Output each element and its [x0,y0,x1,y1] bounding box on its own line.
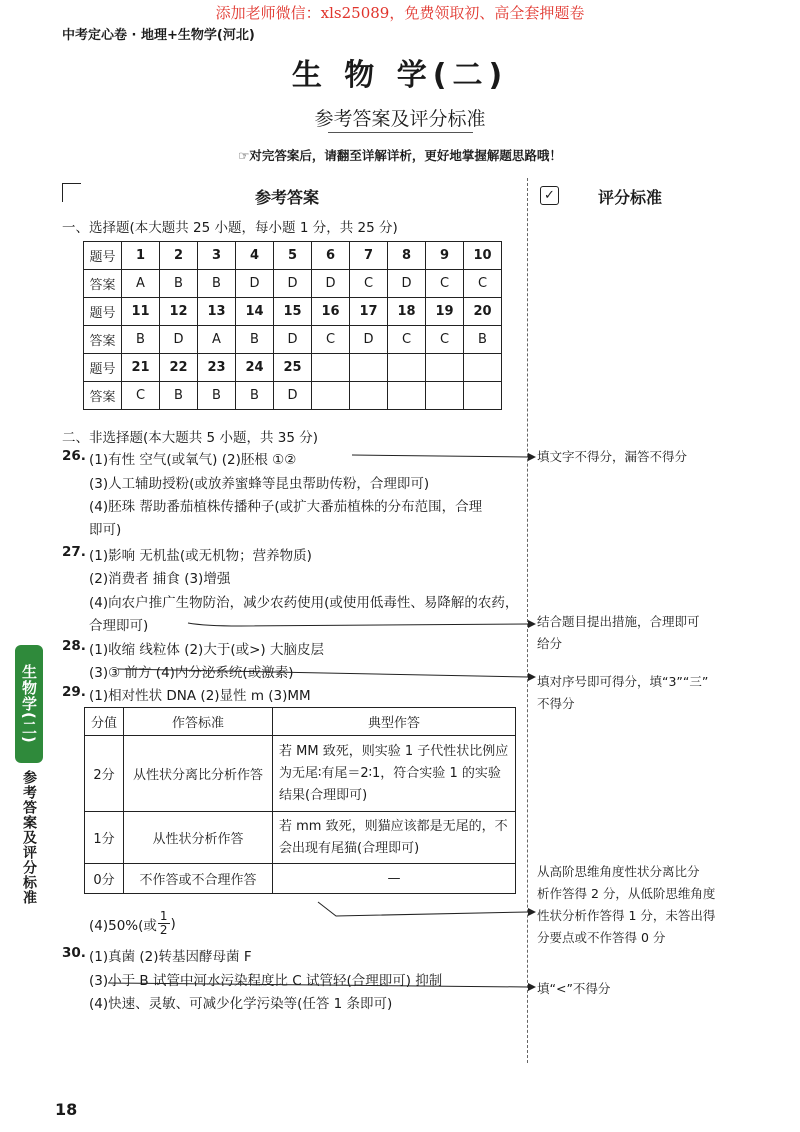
column-head-scoring: 评分标准 [598,188,663,207]
table-cell: D [160,326,198,354]
fraction-denominator: 2 [159,923,168,937]
score-cell: 2分 [85,736,124,812]
side-tab: 生物学(二) [15,645,43,763]
arrow-icon [528,673,536,681]
table-cell: D [350,326,388,354]
fraction-suffix: ) [170,915,176,932]
table-cell: B [198,382,236,410]
section-choice-heading: 一、选择题(本大题共 25 小题，每小题 1 分，共 25 分) [62,220,398,236]
table-cell: B [236,382,274,410]
table-cell: B [122,326,160,354]
question-number: 28. [62,638,86,654]
table-cell: 20 [464,298,502,326]
connector-line [108,983,528,987]
table-cell: D [388,270,426,298]
answer-line: (1)相对性状 DNA (2)显性 m (3)MM [89,688,311,704]
arrow-icon [528,620,536,628]
table-cell: 8 [388,242,426,270]
standard-cell: 从性状分离比分析作答 [124,736,273,812]
scoring-note: 填“<”不得分 [537,981,611,996]
answer-line: (1)真菌 (2)转基因酵母菌 F [89,949,252,965]
table-cell: 12 [160,298,198,326]
table-cell: C [350,270,388,298]
answer-line: (2)消费者 捕食 (3)增强 [89,571,231,587]
note-line: 从高阶思维角度性状分离比分 [537,864,700,879]
table-cell: 25 [274,354,312,382]
answer-line: 即可) [89,522,122,538]
table-cell: A [122,270,160,298]
connector-line [318,902,528,916]
column-head-answers: 参考答案 [255,188,320,207]
tip-text: ☞对完答案后，请翻至详解详析，更好地掌握解题思路哦！ [238,148,562,163]
table-cell: C [426,326,464,354]
note-line: 析作答得 2 分，从低阶思维角度 [537,886,716,901]
table-cell: 9 [426,242,464,270]
table-cell: A [198,326,236,354]
note-line: 不得分 [537,696,575,711]
table-cell: C [388,326,426,354]
question-number: 27. [62,544,86,560]
table-cell: 5 [274,242,312,270]
table-cell: 1 [122,242,160,270]
answer-line: (1)影响 无机盐(或无机物；营养物质) [89,548,312,564]
fraction-numerator: 1 [159,909,168,923]
arrow-icon [528,908,536,916]
table-cell: 19 [426,298,464,326]
table-cell: B [464,326,502,354]
note-line: 结合题目提出措施，合理即可 [537,614,700,629]
table-cell: 22 [160,354,198,382]
answer-line: (3)③ 前方 (4)内分泌系统(或激素) [89,665,294,681]
table-cell: 2 [160,242,198,270]
answer-line: (1)有性 空气(或氧气) (2)胚根 ①② [89,452,297,468]
table-cell: 17 [350,298,388,326]
table-cell: D [236,270,274,298]
th-score: 分值 [85,708,124,736]
table-cell: 3 [198,242,236,270]
table-cell: 6 [312,242,350,270]
table-cell: C [312,326,350,354]
row-label: 题号 [84,242,122,270]
note-line: 性状分析作答得 1 分，未答出得 [537,908,716,923]
table-cell: 24 [236,354,274,382]
answer-line: (3)人工辅助授粉(或放养蜜蜂等昆虫帮助传粉，合理即可) [89,476,430,492]
note-line: 填对序号即可得分，填“3”“三” [537,674,709,689]
table-cell: D [274,270,312,298]
question-number: 29. [62,684,86,700]
table-cell: B [160,382,198,410]
connector-line [352,455,528,457]
table-cell: 11 [122,298,160,326]
table-cell: C [464,270,502,298]
note-line: 分要点或不作答得 0 分 [537,930,666,945]
page-subtitle: 参考答案及评分标准 [314,108,486,130]
row-label: 答案 [84,326,122,354]
score-cell: 0分 [85,864,124,894]
side-label: 参考答案及评分标准 [21,770,37,905]
arrow-icon [528,983,536,991]
scoring-note: 填文字不得分，漏答不得分 [537,449,688,464]
answer-line: 合理即可) [89,618,149,634]
row-label: 题号 [84,298,122,326]
answer-line: (4)快速、灵敏、可减少化学污染等(任答 1 条即可) [89,996,393,1012]
table-cell: 21 [122,354,160,382]
table-cell: 15 [274,298,312,326]
page-title: 生 物 学(二) [291,58,509,93]
table-cell: B [198,270,236,298]
row-label: 答案 [84,270,122,298]
score-cell: 1分 [85,812,124,864]
answer-line: (1)收缩 线粒体 (2)大于(或>) 大脑皮层 [89,642,324,658]
table-cell: D [312,270,350,298]
watermark-banner: 添加老师微信：xls25089，免费领取初、高全套押题卷 [215,4,585,22]
table-cell: 13 [198,298,236,326]
page-number: 18 [55,1100,78,1119]
table-cell: B [236,326,274,354]
th-example: 典型作答 [273,708,516,736]
example-cell: 若 mm 致死，则猫应该都是无尾的，不会出现有尾猫(合理即可) [273,812,516,864]
section-open-heading: 二、非选择题(本大题共 5 小题，共 35 分) [62,430,318,446]
table-cell: C [426,270,464,298]
table-cell: 4 [236,242,274,270]
checkbox-icon: ✓ [540,186,559,205]
connector-line [188,623,528,626]
standard-cell: 从性状分析作答 [124,812,273,864]
answer-line: (4)胚珠 帮助番茄植株传播种子(或扩大番茄植株的分布范围，合理 [89,499,483,515]
row-label: 答案 [84,382,122,410]
connector-line [118,669,528,677]
th-standard: 作答标准 [124,708,273,736]
table-cell: B [160,270,198,298]
table-cell: 23 [198,354,236,382]
answer-line: (3)小于 B 试管中河水污染程度比 C 试管轻(合理即可) 抑制 [89,973,443,989]
table-cell: C [122,382,160,410]
table-cell: 18 [388,298,426,326]
answer-line: (4)向农户推广生物防治，减少农药使用(或使用低毒性、易降解的农药， [89,595,519,611]
table-cell: 14 [236,298,274,326]
standard-cell: 不作答或不合理作答 [124,864,273,894]
table-cell: 10 [464,242,502,270]
series-header: 中考定心卷 · 地理+生物学(河北) [62,28,255,43]
question-number: 26. [62,448,86,464]
table-cell: D [274,326,312,354]
example-cell: 若 MM 致死，则实验 1 子代性状比例应为无尾∶有尾＝2∶1，符合实验 1 的实验结果(合理即可) [273,736,516,812]
table-cell: D [274,382,312,410]
fraction-prefix: (4)50%(或 [89,917,157,934]
example-cell: — [273,864,516,894]
note-line: 给分 [537,636,563,651]
table-cell: 7 [350,242,388,270]
row-label: 题号 [84,354,122,382]
question-number: 30. [62,945,86,961]
table-cell: 16 [312,298,350,326]
arrow-icon [528,453,536,461]
